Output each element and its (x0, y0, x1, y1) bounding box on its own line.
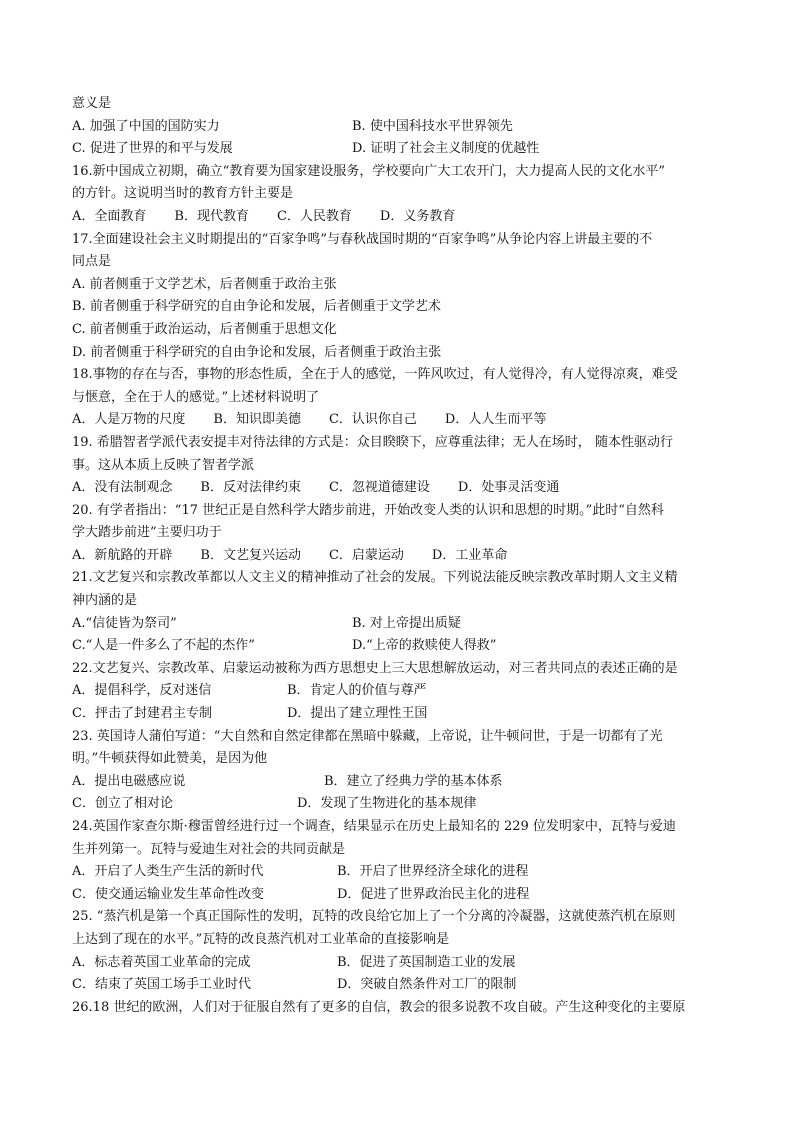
q24-options-row-2 (72, 884, 724, 907)
q23-options-row-1 (72, 771, 724, 794)
q16-stem-line-1: 16.新中国成立初期，确立“教育要为国家建设服务，学校要向广大工农开门，大力提高人民的文化水平” (72, 163, 665, 179)
q26-stem-line-1: 26.18 世纪的欧洲，人们对于征服自然有了更多的自信，教会的很多说教不攻自破。产生这种变化的主要原 (72, 999, 686, 1015)
q23-stem-line-2: 明。”牛顿获得如此赞美，是因为他 (72, 751, 268, 767)
q24-option-a: A．开启了人类生产生活的新时代 (72, 864, 264, 880)
question-26 (72, 997, 724, 1020)
question-20 (72, 500, 724, 568)
question-25 (72, 906, 724, 996)
q21-option-b: B. 对上帝提出质疑 (352, 615, 461, 631)
q17-stem-line-1: 17.全面建设社会主义时期提出的“百家争鸣”与春秋战国时期的“百家争鸣”从争论内容上讲最主要的不 (72, 231, 653, 247)
q22-option-b: B．肯定人的价值与尊严 (287, 683, 427, 699)
q20-option-c: C．启蒙运动 (328, 547, 404, 563)
q16-option-a: A．全面教育 (72, 208, 147, 224)
q23-option-c: C．创立了相对论 (72, 796, 173, 812)
q25-option-b: B．促进了英国制造工业的发展 (337, 954, 516, 970)
question-18 (72, 364, 724, 432)
question-24 (72, 816, 724, 906)
q19-option-c: C．忽视道德建设 (328, 480, 430, 496)
q21-options-row-1 (72, 613, 724, 636)
q24-option-b: B．开启了世界经济全球化的进程 (337, 864, 529, 880)
q17-option-d: D. 前者侧重于科学研究的自由争论和发展，后者侧重于政治主张 (72, 344, 442, 360)
question-22 (72, 658, 724, 726)
q21-stem-line-2: 神内涵的是 (72, 593, 138, 609)
q19-stem-line-2: 事。这从本质上反映了智者学派 (72, 457, 255, 473)
q24-options-row-1 (72, 861, 724, 884)
q20-option-d: D．工业革命 (431, 547, 508, 563)
q15-options-row-1 (72, 116, 724, 139)
question-19 (72, 432, 724, 500)
q17-stem-line-2: 同点是 (72, 254, 112, 270)
question-17 (72, 229, 724, 365)
q25-stem-line-2: 上达到了现在的水平。”瓦特的改良蒸汽机对工业革命的直接影响是 (72, 931, 450, 947)
q18-stem-line-2: 与惬意，全在于人的感觉。”上述材料说明了 (72, 389, 320, 405)
q16-options (72, 206, 724, 229)
q17-option-a: A. 前者侧重于文学艺术，后者侧重于政治主张 (72, 276, 337, 292)
q20-option-b: B．文艺复兴运动 (200, 547, 301, 563)
q22-option-a: A．提倡科学，反对迷信 (72, 683, 212, 699)
q23-option-d: D．发现了生物进化的基本规律 (297, 796, 477, 812)
q19-option-d: D．处事灵活变通 (457, 480, 560, 496)
q17-option-c: C. 前者侧重于政治运动，后者侧重于思想文化 (72, 321, 337, 337)
q25-options-row-2 (72, 974, 724, 997)
q18-stem-line-1: 18.事物的存在与否，事物的形态性质，全在于人的感觉，一阵风吹过，有人觉得冷，有人觉得凉爽，难受 (72, 367, 678, 383)
carry-over-text: 意义是 (72, 96, 112, 111)
q15-option-c: C. 促进了世界的和平与发展 (72, 141, 233, 157)
q18-option-a: A．人是万物的尺度 (72, 412, 186, 428)
q21-stem-line-1: 21.文艺复兴和宗教改革都以人文主义的精神推动了社会的发展。下列说法能反映宗教改革时期人文主义精 (72, 570, 678, 586)
q25-option-a: A．标志着英国工业革命的完成 (72, 954, 251, 970)
q22-option-d: D．提出了建立理性王国 (287, 706, 428, 722)
q22-options-row-1 (72, 680, 724, 703)
q25-stem-line-1: 25. “蒸汽机是第一个真正国际性的发明，瓦特的改良给它加上了一个分离的冷凝器，这就使蒸汽机在原则 (72, 909, 676, 925)
question-23 (72, 726, 724, 816)
q18-option-b: B．知识即美德 (213, 412, 301, 428)
q16-stem-line-2: 的方针。这说明当时的教育方针主要是 (72, 186, 294, 202)
question-21 (72, 567, 724, 657)
q15-option-b: B. 使中国科技水平世界领先 (352, 118, 513, 134)
q19-option-b: B．反对法律约束 (200, 480, 301, 496)
q22-options-row-2 (72, 703, 724, 726)
q20-option-a: A．新航路的开辟 (72, 547, 173, 563)
question-16 (72, 161, 724, 229)
q20-options (72, 545, 724, 568)
q21-options-row-2 (72, 635, 724, 658)
q17-option-b: B. 前者侧重于科学研究的自由争论和发展，后者侧重于文学艺术 (72, 299, 441, 315)
q23-stem-line-1: 23. 英国诗人蒲伯写道：“大自然和自然定律都在黑暗中躲藏，上帝说，让牛顿问世，于是一切都有了光 (72, 728, 663, 744)
q24-stem-line-2: 生并列第一。瓦特与爱迪生对社会的共同贡献是 (72, 841, 346, 857)
q16-option-d: D．义务教育 (379, 208, 456, 224)
q19-stem-line-1: 19. 希腊智者学派代表安提丰对待法律的方式是：众目睽睽下，应尊重法律；无人在场时， 随本性驱动行 (72, 434, 673, 450)
exam-page (72, 93, 724, 1019)
q19-option-a: A．没有法制观念 (72, 480, 173, 496)
q23-option-a: A．提出电磁感应说 (72, 773, 186, 789)
q21-option-d: D.“上帝的救赎使人得救” (352, 638, 497, 654)
q23-options-row-2 (72, 793, 724, 816)
q22-stem-line-1: 22.文艺复兴、宗教改革、启蒙运动被称为西方思想史上三大思想解放运动，对三者共同点的表述正确的是 (72, 660, 678, 676)
q15-option-d: D. 证明了社会主义制度的优越性 (352, 141, 540, 157)
q18-options (72, 409, 724, 432)
q22-option-c: C．抨击了封建君主专制 (72, 706, 212, 722)
q25-option-c: C．结束了英国工场手工业时代 (72, 977, 251, 993)
q18-option-d: D．人人生而平等 (444, 412, 547, 428)
q24-stem-line-1: 24.英国作家查尔斯·穆雷曾经进行过一个调查，结果显示在历史上最知名的 229 位发明家中，瓦特与爱迪 (72, 819, 676, 834)
q15-options-row-2 (72, 138, 724, 161)
q20-stem-line-1: 20. 有学者指出：“17 世纪正是自然科学大踏步前进，开始改变人类的认识和思想的时期。”此时“自然科 (72, 502, 664, 518)
q16-option-c: C．人民教育 (276, 208, 352, 224)
q24-option-d: D．促进了世界政治民主化的进程 (337, 886, 530, 902)
q18-option-c: C．认识你自己 (328, 412, 417, 428)
q21-option-a: A.“信徒皆为祭司” (72, 615, 177, 631)
q15-option-a: A. 加强了中国的国防实力 (72, 118, 220, 134)
q24-option-c: C．使交通运输业发生革命性改变 (72, 886, 264, 902)
q16-option-b: B．现代教育 (174, 208, 249, 224)
q20-stem-line-2: 学大踏步前进”主要归功于 (72, 525, 222, 541)
q23-option-b: B．建立了经典力学的基本体系 (324, 773, 503, 789)
q19-options (72, 477, 724, 500)
q25-option-d: D．突破自然条件对工厂的限制 (337, 977, 517, 993)
q25-options-row-1 (72, 952, 724, 975)
q21-option-c: C.“人是一件多么了不起的杰作” (72, 638, 255, 654)
